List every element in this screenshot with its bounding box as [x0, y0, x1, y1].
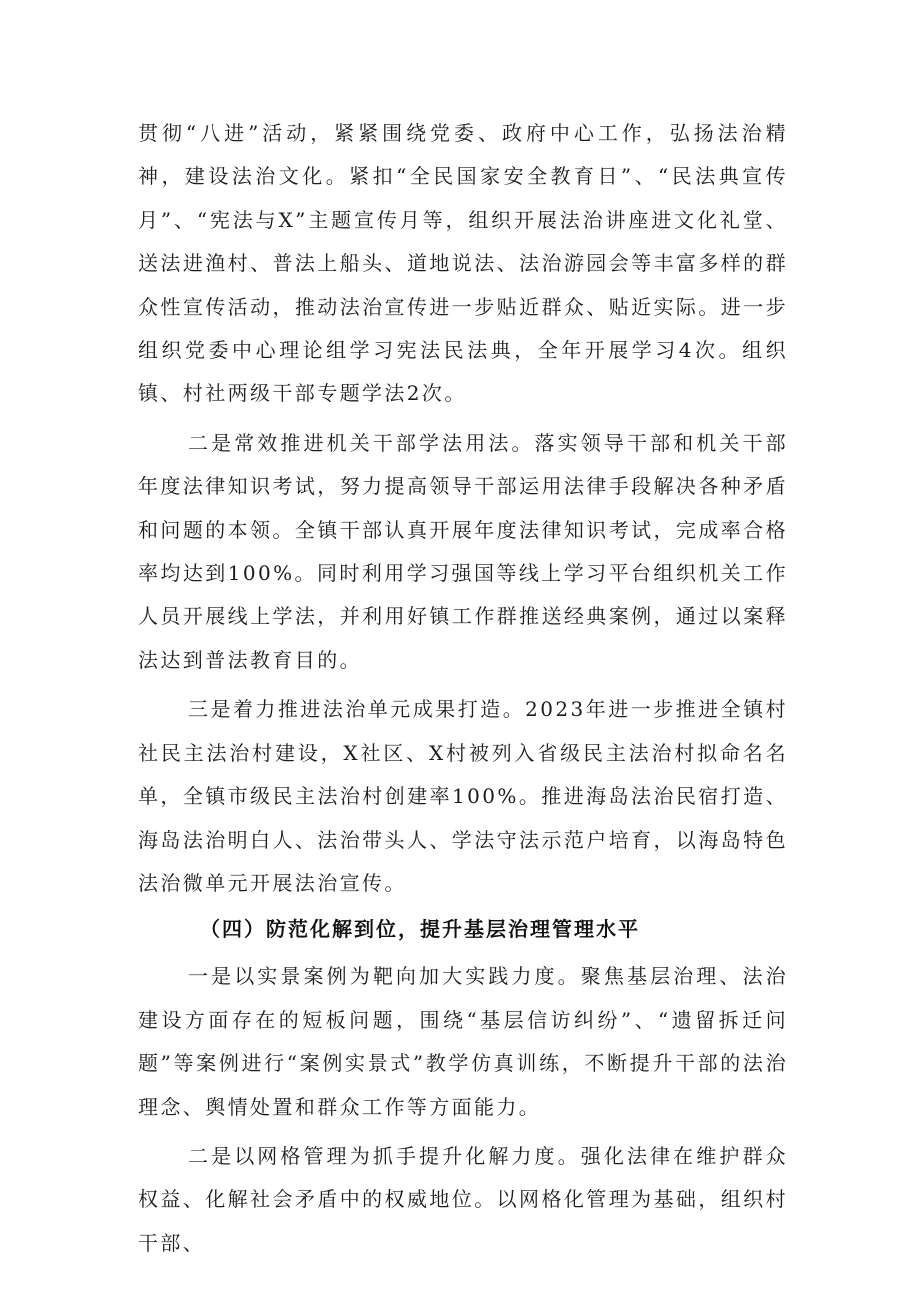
paragraph-continuation: 贯彻“八进”活动，紧紧围绕党委、政府中心工作，弘扬法治精神，建设法治文化。紧扣“全民国家安全教育日”、“民法典宣传月”、“宪法与X”主题宣传月等，组织开展法治讲座进文化礼堂、送法进渔村、普法上船头、道地说法、法治游园会等丰富多样的群众性宣传活动，推动法治宣传进一步贴近群众、贴近实际。进一步组织党委中心理论组学习宪法民法典，全年开展学习4次。组织镇、村社两级干部专题学法2次。 [138, 121, 788, 406]
paragraph-rule-of-law-units: 三是着力推进法治单元成果打造。2023年进一步推进全镇村社民主法治村建设，X社区、X村被列入省级民主法治村拟命名名单，全镇市级民主法治村创建率100%。推进海岛法治民宿打造、海岛法治明白人、法治带头人、学法守法示范户培育，以海岛特色法治微单元开展法治宣传。 [138, 697, 788, 895]
document-body [138, 112, 788, 1265]
paragraph-case-practice: 一是以实景案例为靶向加大实践力度。聚焦基层治理、法治建设方面存在的短板问题，围绕“基层信访纠纷”、“遗留拆迁问题”等案例进行“案例实景式”教学仿真训练，不断提升干部的法治理念、舆情处置和群众工作等方面能力。 [138, 964, 788, 1119]
paragraph-cadre-law-study: 二是常效推进机关干部学法用法。落实领导干部和机关干部年度法律知识考试，努力提高领导干部运用法律手段解决各种矛盾和问题的本领。全镇干部认真开展年度法律知识考试，完成率合格率均达到100%。同时利用学习强国等线上学习平台组织机关工作人员开展线上学法，并利用好镇工作群推送经典案例，通过以案释法达到普法教育目的。 [138, 430, 788, 672]
section-heading: （四）防范化解到位，提升基层治理管理水平 [200, 917, 640, 942]
paragraph-grid-management: 二是以网格管理为抓手提升化解力度。强化法律在维护群众权益、化解社会矛盾中的权威地位。以网格化管理为基础，组织村干部、 [138, 1143, 788, 1255]
